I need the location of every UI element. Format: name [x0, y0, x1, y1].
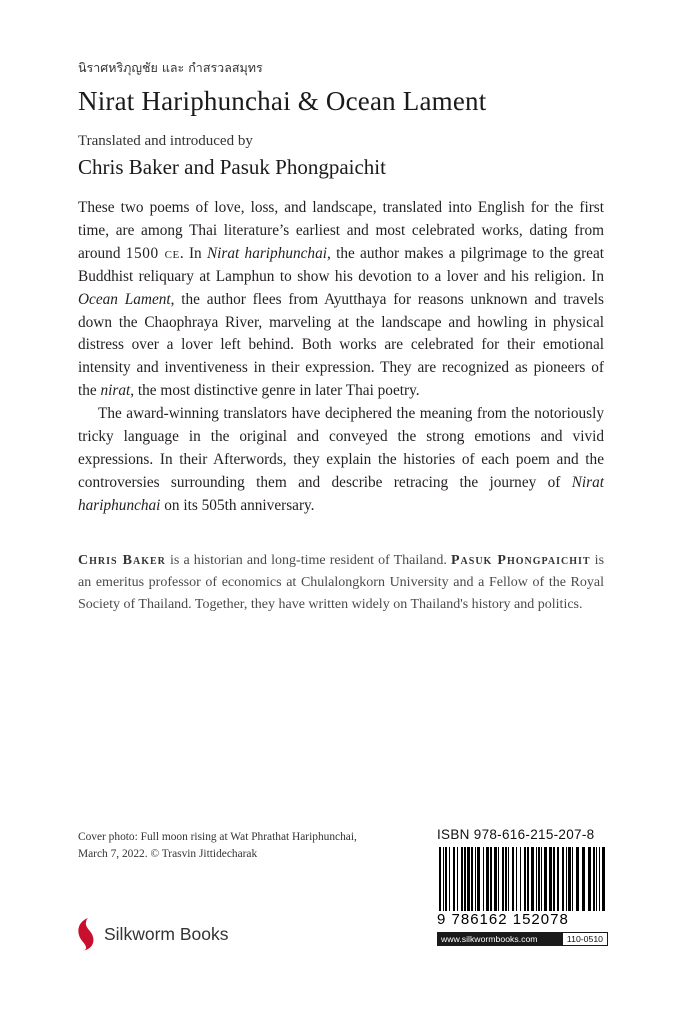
book-title: Nirat Hariphunchai & Ocean Lament: [78, 86, 487, 116]
product-code: 110-0510: [562, 932, 608, 946]
barcode-bar: [588, 847, 591, 911]
publisher-bar: [437, 932, 608, 946]
description-paragraph-2: The award-winning translators have deciphered the meaning from the notoriously tricky language in the original and conveyed the strong emotions and vivid expressions. In their Afterwords, they explain the histories of each poem and the controversies surrounding them and describe retracing the journey of Nirat hariphunchai on its 505th anniversary.: [78, 405, 604, 514]
barcode-bar: [516, 847, 517, 911]
barcode-bar: [445, 847, 447, 911]
barcode-bar: [461, 847, 463, 911]
barcode-bar: [453, 847, 455, 911]
barcode-bar: [475, 847, 476, 911]
barcode-bar: [576, 847, 579, 911]
barcode-bar: [582, 847, 585, 911]
author-bio: Chris Baker is a historian and long-time resident of Thailand. Pasuk Phongpaichit is an emeritus professor of economics at Chulalongkorn University and a Fellow of the Royal Society of Thailand. Together, they have written widely on Thailand's history and politics.: [78, 553, 605, 612]
barcode-bar: [467, 847, 470, 911]
barcode-bar: [562, 847, 564, 911]
book-description: [78, 197, 604, 518]
barcode-bar: [536, 847, 537, 911]
barcode-bar: [557, 847, 559, 911]
barcode-bar: [449, 847, 450, 911]
translated-by-label: Translated and introduced by: [78, 133, 253, 149]
barcode-bar: [531, 847, 534, 911]
barcode-bar: [502, 847, 504, 911]
barcode-bar: [520, 847, 521, 911]
thai-title: นิราศหริภุญชัย และ กำสรวลสมุทร: [78, 60, 263, 75]
barcode-bar: [527, 847, 529, 911]
isbn-label: ISBN 978-616-215-207-8: [437, 827, 595, 842]
publisher-name: Silkworm Books: [104, 923, 229, 944]
barcode-bar: [471, 847, 473, 911]
barcode-bar: [544, 847, 547, 911]
barcode-bar: [599, 847, 600, 911]
barcode-bar: [494, 847, 497, 911]
barcode-bar: [568, 847, 571, 911]
author-name-2: Pasuk Phongpaichit: [450, 553, 591, 568]
barcode-bar: [483, 847, 484, 911]
barcode-bar: [593, 847, 595, 911]
barcode-bar: [490, 847, 492, 911]
barcode-bar: [538, 847, 540, 911]
barcode-bar: [498, 847, 499, 911]
date-ce: 1500 ce: [125, 244, 180, 262]
barcode-bar: [549, 847, 552, 911]
barcode-bar: [566, 847, 567, 911]
barcode-bar: [486, 847, 489, 911]
barcode-bar: [553, 847, 555, 911]
barcode-bar: [512, 847, 514, 911]
barcode-bar: [443, 847, 444, 911]
author-name-1: Chris Baker: [78, 553, 166, 568]
barcode-bar: [457, 847, 458, 911]
barcode-bar: [596, 847, 597, 911]
barcode-bar: [524, 847, 526, 911]
barcode-number: 9 786162 152078: [437, 911, 569, 928]
barcode-bar: [541, 847, 542, 911]
publisher-logo: [76, 917, 228, 951]
barcode-bar: [464, 847, 466, 911]
barcode: [437, 847, 609, 911]
barcode-bar: [508, 847, 509, 911]
cover-photo-credit: Cover photo: Full moon rising at Wat Phrathat Hariphunchai, March 7, 2022. © Trasvin Jittidecharak: [78, 831, 357, 860]
publisher-url: www.silkwormbooks.com: [437, 932, 562, 946]
barcode-bar: [505, 847, 507, 911]
silkworm-logo-icon: [76, 917, 96, 951]
barcode-bar: [477, 847, 480, 911]
authors: Chris Baker and Pasuk Phongpaichit: [78, 155, 386, 179]
description-paragraph-1: These two poems of love, loss, and landscape, translated into English for the first time, are among Thai literature’s earliest and most celebrated works, dating from around 1500 ce. In Nirat hariphunchai, the author makes a pilgrimage to the great Buddhist reliquary at Lamphun to show his devotion to a lover and his religion. In Ocean Lament, the author flees from Ayutthaya for reasons unknown and travels down the Chaophraya River, marveling at the landscape and howling in physical distress over a lover left behind. Both works are celebrated for their emotional intensity and inventiveness in their expression. They are recognized as pioneers of the nirat, the most distinctive genre in later Thai poetry.: [78, 199, 604, 400]
barcode-bar: [572, 847, 573, 911]
barcode-bar: [439, 847, 441, 911]
barcode-bar: [602, 847, 605, 911]
